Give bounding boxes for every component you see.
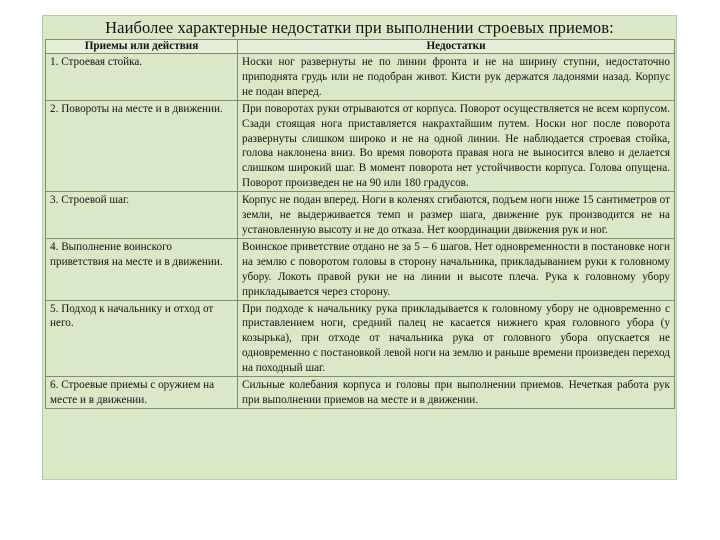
row-shortcomings: Воинское приветствие отдано не за 5 – 6 шагов. Нет одновременности в постановке ноги на землю с поворотом головы в сторону начальника, прикладыванием руки к головному убору. Локоть правой руки не на линии и высоте плеча. Рука к головному убору прикладывается через сторону. (238, 238, 675, 300)
row-shortcomings: При поворотах руки отрываются от корпуса. Поворот осуществляется не всем корпусом. Сзади стоящая нога приставляется накрахтайшим путем. Носки ног после поворота развернуты слишком широко и не на одной линии. Не наблюдается строевая стойка, голова наклонена вниз. Во время поворота правая нога не выносится влево и делается слишком широкий шаг. В момент поворота нет устойчивости корпуса. Голова опущена. Поворот произведен не на 90 или 180 градусов. (238, 100, 675, 191)
slide (42, 15, 677, 480)
row-action: 6. Строевые приемы с оружием на месте и в движении. (46, 377, 238, 409)
table-row (46, 54, 675, 101)
row-shortcomings: Сильные колебания корпуса и головы при выполнении приемов. Нечеткая работа рук при выполнении приемов на месте и в движении. (238, 377, 675, 409)
header-actions: Приемы или действия (46, 40, 238, 54)
row-shortcomings: Корпус не подан вперед. Ноги в коленях сгибаются, подъем ноги ниже 15 сантиметров от земли, не выдерживается темп и размер шага, движение рук производится не на установленную высоту и не до отказа. Нет координации движения рук и ног. (238, 192, 675, 239)
row-action: 5. Подход к начальнику и отход от него. (46, 300, 238, 377)
table-header-row (46, 40, 675, 54)
row-action: 3. Строевой шаг. (46, 192, 238, 239)
row-action: 1. Строевая стойка. (46, 54, 238, 101)
table-row (46, 377, 675, 409)
header-shortcomings: Недостатки (238, 40, 675, 54)
page-title: Наиболее характерные недостатки при выполнении строевых приемов: (105, 18, 614, 37)
shortcomings-table (45, 39, 675, 409)
row-action: 4. Выполнение воинского приветствия на месте и в движении. (46, 238, 238, 300)
table-row (46, 100, 675, 191)
table-row (46, 238, 675, 300)
row-action: 2. Повороты на месте и в движении. (46, 100, 238, 191)
table-row (46, 300, 675, 377)
row-shortcomings: Носки ног развернуты не по линии фронта и не на ширину ступни, недостаточно приподнята грудь или не подобран живот. Кисти рук держатся ладонями назад. Корпус не подан вперед. (238, 54, 675, 101)
row-shortcomings: При подходе к начальнику рука прикладывается к головному убору не одновременно с приставлением ноги, средний палец не касается нижнего края головного убора (у козырька), при отходе от начальника рука от головного убора опускается не одновременно с постановкой левой ноги на землю и раньше времени произведен переход на походный шаг. (238, 300, 675, 377)
table-row (46, 192, 675, 239)
